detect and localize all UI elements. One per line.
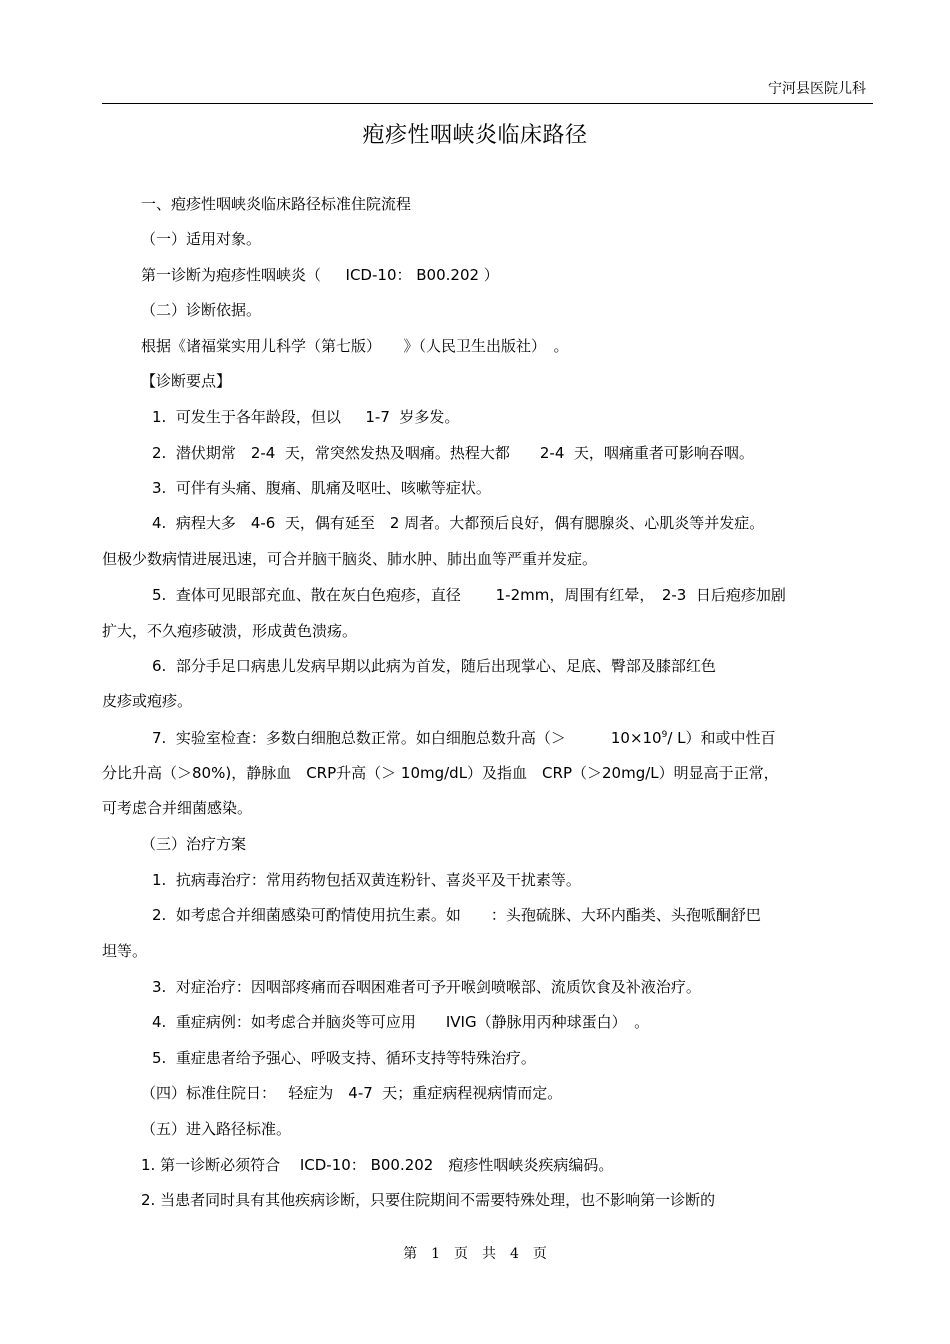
lab-superscript: 9 (661, 730, 668, 740)
page-title: 疱疹性咽峡炎临床路径 (362, 123, 588, 148)
list-item: 3. 可伴有头痛、腹痛、肌痛及呕吐、咳嗽等症状。 (152, 479, 491, 497)
subsection-heading: （四）标准住院日： 轻症为 4-7 天；重症病程视病情而定。 (141, 1084, 563, 1102)
list-item: 1. 第一诊断必须符合 ICD-10： B00.202 疱疹性咽峡炎疾病编码。 (141, 1156, 614, 1174)
list-item-continuation: 扩大，不久疱疹破溃，形成黄色溃疡。 (102, 622, 358, 640)
list-item: 2. 当患者同时具有其他疾病诊断，只要住院期间不需要特殊处理，也不影响第一诊断的 (141, 1191, 716, 1209)
paragraph-line: 根据《诸福棠实用儿科学（第七版） 》（人民卫生出版社） 。 (141, 337, 569, 355)
lab-text-part1: 7. 实验室检查：多数白细胞总数正常。如白细胞总数升高（＞ 10×10 (152, 729, 662, 747)
list-item: 4. 重症病例：如考虑合并脑炎等可应用 IVIG（静脉用丙种球蛋白） 。 (152, 1013, 650, 1031)
list-item: 2. 潜伏期常 2-4 天，常突然发热及咽痛。热程大都 2-4 天，咽痛重者可影响吞咽。 (152, 444, 754, 462)
subsection-heading: （二）诊断依据。 (141, 301, 262, 319)
list-item (152, 731, 776, 746)
list-item-continuation: 但极少数病情进展迅速，可合并脑干脑炎、肺水肿、肺出血等严重并发症。 (102, 550, 598, 568)
list-item-continuation: 坦等。 (102, 942, 148, 960)
paragraph-line: 第一诊断为疱疹性咽峡炎（ ICD-10： B00.202 ） (141, 266, 499, 284)
subsection-heading: 【诊断要点】 (141, 372, 232, 390)
list-item-continuation: 皮疹或疱疹。 (102, 692, 193, 710)
list-item: 1. 抗病毒治疗：常用药物包括双黄连粉针、喜炎平及干扰素等。 (152, 871, 581, 889)
list-item: 5. 重症患者给予强心、呼吸支持、循环支持等特殊治疗。 (152, 1049, 536, 1067)
header-divider (102, 103, 873, 104)
subsection-heading: （五）进入路径标准。 (141, 1120, 292, 1138)
list-item-continuation: 分比升高（＞80%)，静脉血 CRP升高（＞ 10mg/dL）及指血 CRP（＞20mg/L）明显高于正常， (102, 764, 779, 782)
page-footer: 第 1 页 共 4 页 (403, 1246, 547, 1262)
section-heading: 一、疱疹性咽峡炎临床路径标准住院流程 (141, 195, 412, 213)
list-item: 1. 可发生于各年龄段，但以 1-7 岁多发。 (152, 408, 460, 426)
header-organization: 宁河县医院儿科 (768, 81, 866, 97)
list-item-continuation: 可考虑合并细菌感染。 (102, 799, 253, 817)
list-item: 6. 部分手足口病患儿发病早期以此病为首发，随后出现掌心、足底、臀部及膝部红色 (152, 657, 716, 675)
subsection-heading: （三）治疗方案 (141, 835, 247, 853)
list-item: 4. 病程大多 4-6 天，偶有延至 2 周者。大都预后良好，偶有腮腺炎、心肌炎等并发症。 (152, 514, 765, 532)
list-item: 5. 查体可见眼部充血、散在灰白色疱疹，直径 1-2mm，周围有红晕， 2-3 日后疱疹加剧 (152, 586, 786, 604)
lab-text-part2: / L）和或中性百 (667, 729, 776, 747)
list-item: 2. 如考虑合并细菌感染可酌情使用抗生素。如 ：头孢硫脒、大环内酯类、头孢哌酮舒巴 (152, 906, 761, 924)
subsection-heading: （一）适用对象。 (141, 230, 262, 248)
list-item: 3. 对症治疗：因咽部疼痛而吞咽困难者可予开喉剑喷喉部、流质饮食及补液治疗。 (152, 978, 701, 996)
